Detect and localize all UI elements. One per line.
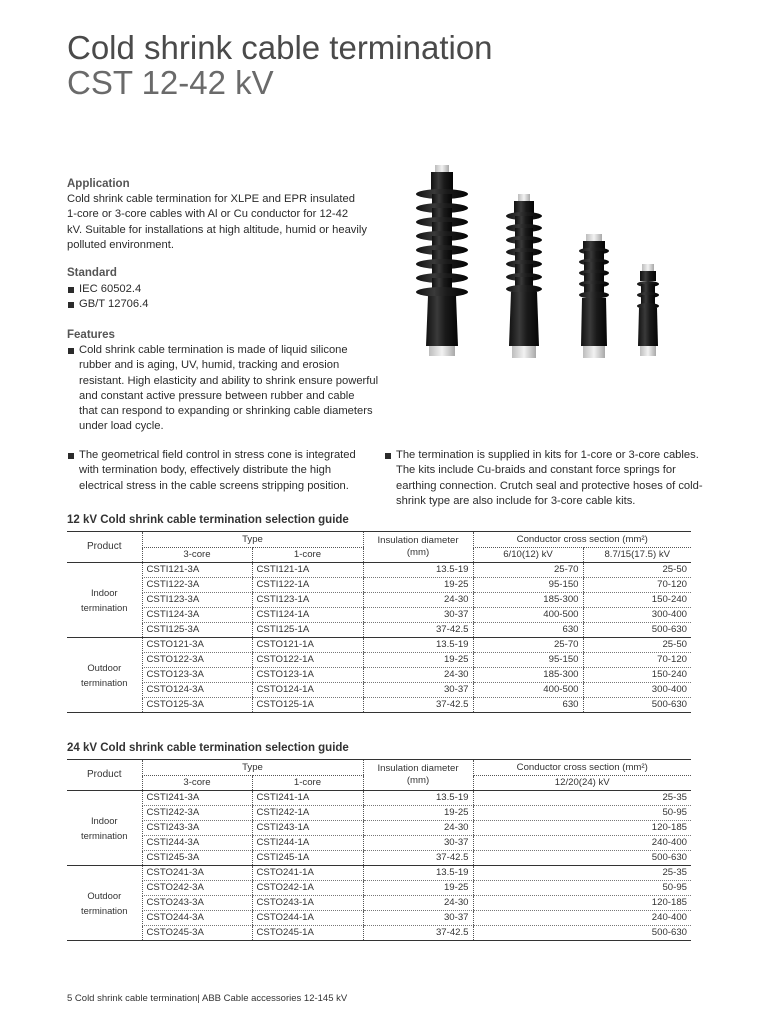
cell-insulation: 30-37 bbox=[363, 608, 473, 623]
cell-cross-section: 150-240 bbox=[583, 593, 691, 608]
feature-line: under load cycle. bbox=[79, 420, 164, 433]
feature-line: earthing connection. Crutch seal and protective hoses of cold- bbox=[396, 479, 703, 492]
table-12kv bbox=[67, 531, 691, 713]
header-voltage-1: 12/20(24) kV bbox=[473, 776, 691, 791]
cell-3core: CSTI243-3A bbox=[142, 821, 252, 836]
header-conductor: Conductor cross section (mm²) bbox=[473, 760, 691, 776]
cell-1core: CSTO245-1A bbox=[252, 926, 363, 941]
page-footer: 5 Cold shrink cable termination| ABB Cable accessories 12-145 kV bbox=[67, 993, 348, 1004]
cell-cross-section: 25-50 bbox=[583, 638, 691, 653]
cell-cross-section: 185-300 bbox=[473, 593, 583, 608]
cell-3core: CSTI125-3A bbox=[142, 623, 252, 638]
cell-3core: CSTO241-3A bbox=[142, 866, 252, 881]
cell-1core: CSTI124-1A bbox=[252, 608, 363, 623]
feature-line: that can respond to expanding or shrinking cable diameters bbox=[79, 405, 373, 418]
cell-3core: CSTI241-3A bbox=[142, 791, 252, 806]
cell-insulation: 37-42.5 bbox=[363, 623, 473, 638]
cell-insulation: 13.5-19 bbox=[363, 791, 473, 806]
cell-3core: CSTI122-3A bbox=[142, 578, 252, 593]
table-24kv bbox=[67, 759, 691, 941]
cell-1core: CSTO124-1A bbox=[252, 683, 363, 698]
standard-list bbox=[67, 282, 367, 313]
cell-1core: CSTO123-1A bbox=[252, 668, 363, 683]
application-text bbox=[67, 192, 387, 253]
cell-cross-section: 630 bbox=[473, 623, 583, 638]
cell-cross-section: 185-300 bbox=[473, 668, 583, 683]
features-list bbox=[67, 343, 387, 435]
feature-line: electrical stress in the cable screens stripping position. bbox=[79, 479, 349, 492]
cell-cross-section: 500-630 bbox=[473, 926, 691, 941]
cell-insulation: 24-30 bbox=[363, 593, 473, 608]
group-label: Indoor termination bbox=[67, 563, 142, 638]
cell-cross-section: 500-630 bbox=[473, 851, 691, 866]
feature-line: The termination is supplied in kits for 1-core or 3-core cables. bbox=[396, 449, 699, 461]
cell-insulation: 30-37 bbox=[363, 836, 473, 851]
feature-line: rubber and is aging, UV, humid, tracking and erosion bbox=[79, 359, 340, 372]
cell-cross-section: 70-120 bbox=[583, 653, 691, 668]
feature-line: The kits include Cu-braids and constant force springs for bbox=[396, 464, 676, 477]
application-line: kV. Suitable for installations at high altitude, humid or heavily bbox=[67, 223, 367, 236]
cell-3core: CSTO242-3A bbox=[142, 881, 252, 896]
standard-item: GB/T 12706.4 bbox=[67, 297, 367, 312]
cell-3core: CSTO121-3A bbox=[142, 638, 252, 653]
cell-3core: CSTO122-3A bbox=[142, 653, 252, 668]
feature-item bbox=[67, 343, 387, 435]
termination-small bbox=[579, 234, 609, 358]
cell-cross-section: 25-70 bbox=[473, 638, 583, 653]
cell-1core: CSTI241-1A bbox=[252, 791, 363, 806]
cell-cross-section: 400-500 bbox=[473, 608, 583, 623]
header-3core: 3-core bbox=[142, 776, 252, 791]
cell-insulation: 37-42.5 bbox=[363, 851, 473, 866]
header-voltage-2: 8.7/15(17.5) kV bbox=[583, 548, 691, 563]
termination-slim bbox=[637, 264, 659, 356]
title-line-2: CST 12-42 kV bbox=[67, 64, 274, 101]
header-insulation: Insulation diameter (mm) bbox=[363, 760, 473, 791]
cell-1core: CSTO121-1A bbox=[252, 638, 363, 653]
features-heading: Features bbox=[67, 329, 115, 341]
header-voltage-1: 6/10(12) kV bbox=[473, 548, 583, 563]
features-list-3 bbox=[384, 448, 704, 509]
header-product: Product bbox=[67, 532, 142, 563]
standard-item: IEC 60502.4 bbox=[67, 282, 367, 297]
cell-cross-section: 25-35 bbox=[473, 791, 691, 806]
feature-line: shrink type are also include for 3-core cable kits. bbox=[396, 494, 636, 507]
cell-cross-section: 240-400 bbox=[473, 911, 691, 926]
cell-3core: CSTI124-3A bbox=[142, 608, 252, 623]
header-type: Type bbox=[142, 532, 363, 548]
header-type: Type bbox=[142, 760, 363, 776]
cell-3core: CSTO244-3A bbox=[142, 911, 252, 926]
page-title bbox=[67, 30, 493, 100]
termination-medium bbox=[506, 194, 542, 358]
cell-insulation: 24-30 bbox=[363, 896, 473, 911]
cell-1core: CSTI243-1A bbox=[252, 821, 363, 836]
cell-3core: CSTI242-3A bbox=[142, 806, 252, 821]
application-line: Cold shrink cable termination for XLPE and EPR insulated bbox=[67, 193, 355, 205]
cell-insulation: 13.5-19 bbox=[363, 563, 473, 578]
termination-large bbox=[416, 165, 468, 356]
feature-line: with termination body, effectively distribute the high bbox=[79, 464, 332, 477]
application-line: polluted environment. bbox=[67, 238, 174, 251]
cell-cross-section: 50-95 bbox=[473, 806, 691, 821]
cell-cross-section: 25-70 bbox=[473, 563, 583, 578]
cell-1core: CSTO243-1A bbox=[252, 896, 363, 911]
cell-cross-section: 50-95 bbox=[473, 881, 691, 896]
cell-1core: CSTO241-1A bbox=[252, 866, 363, 881]
title-line-1: Cold shrink cable termination bbox=[67, 29, 493, 66]
feature-item bbox=[384, 448, 704, 509]
features-list-2 bbox=[67, 448, 387, 494]
cell-insulation: 37-42.5 bbox=[363, 926, 473, 941]
cell-cross-section: 120-185 bbox=[473, 896, 691, 911]
cell-1core: CSTI121-1A bbox=[252, 563, 363, 578]
cell-cross-section: 300-400 bbox=[583, 608, 691, 623]
group-label: Indoor termination bbox=[67, 791, 142, 866]
cell-1core: CSTI125-1A bbox=[252, 623, 363, 638]
table-12kv-title: 12 kV Cold shrink cable termination selection guide bbox=[67, 514, 349, 526]
cell-1core: CSTI122-1A bbox=[252, 578, 363, 593]
standard-heading: Standard bbox=[67, 267, 117, 279]
cell-1core: CSTO122-1A bbox=[252, 653, 363, 668]
cell-insulation: 13.5-19 bbox=[363, 866, 473, 881]
cell-1core: CSTO244-1A bbox=[252, 911, 363, 926]
cell-insulation: 19-25 bbox=[363, 806, 473, 821]
cell-cross-section: 240-400 bbox=[473, 836, 691, 851]
cell-cross-section: 630 bbox=[473, 698, 583, 713]
group-label: Outdoor termination bbox=[67, 638, 142, 713]
cell-insulation: 24-30 bbox=[363, 668, 473, 683]
feature-item bbox=[67, 448, 387, 494]
header-conductor: Conductor cross section (mm²) bbox=[473, 532, 691, 548]
cell-3core: CSTO243-3A bbox=[142, 896, 252, 911]
cell-insulation: 19-25 bbox=[363, 578, 473, 593]
cell-insulation: 30-37 bbox=[363, 683, 473, 698]
cell-insulation: 30-37 bbox=[363, 911, 473, 926]
cell-insulation: 19-25 bbox=[363, 653, 473, 668]
table-24kv-title: 24 kV Cold shrink cable termination selection guide bbox=[67, 742, 349, 754]
cell-cross-section: 500-630 bbox=[583, 698, 691, 713]
cell-cross-section: 25-50 bbox=[583, 563, 691, 578]
header-insulation: Insulation diameter (mm) bbox=[363, 532, 473, 563]
feature-line: and constant active pressure between rubber and cable bbox=[79, 389, 355, 402]
cell-3core: CSTI123-3A bbox=[142, 593, 252, 608]
header-1core: 1-core bbox=[252, 548, 363, 563]
cell-1core: CSTO242-1A bbox=[252, 881, 363, 896]
cell-1core: CSTO125-1A bbox=[252, 698, 363, 713]
cell-3core: CSTI245-3A bbox=[142, 851, 252, 866]
cell-cross-section: 120-185 bbox=[473, 821, 691, 836]
cell-cross-section: 70-120 bbox=[583, 578, 691, 593]
cell-cross-section: 95-150 bbox=[473, 578, 583, 593]
cell-insulation: 19-25 bbox=[363, 881, 473, 896]
cell-3core: CSTO245-3A bbox=[142, 926, 252, 941]
application-heading: Application bbox=[67, 178, 130, 190]
feature-line: Cold shrink cable termination is made of liquid silicone bbox=[79, 344, 348, 356]
product-photo bbox=[398, 160, 698, 400]
cell-1core: CSTI245-1A bbox=[252, 851, 363, 866]
cell-3core: CSTI244-3A bbox=[142, 836, 252, 851]
feature-line: resistant. High elasticity and ability to shrink ensure powerful bbox=[79, 374, 379, 387]
feature-line: The geometrical field control in stress cone is integrated bbox=[79, 449, 356, 461]
cell-1core: CSTI244-1A bbox=[252, 836, 363, 851]
cell-cross-section: 25-35 bbox=[473, 866, 691, 881]
cell-3core: CSTO123-3A bbox=[142, 668, 252, 683]
cell-cross-section: 95-150 bbox=[473, 653, 583, 668]
cell-cross-section: 500-630 bbox=[583, 623, 691, 638]
cell-cross-section: 150-240 bbox=[583, 668, 691, 683]
cell-insulation: 24-30 bbox=[363, 821, 473, 836]
header-1core: 1-core bbox=[252, 776, 363, 791]
cell-1core: CSTI123-1A bbox=[252, 593, 363, 608]
cell-1core: CSTI242-1A bbox=[252, 806, 363, 821]
header-product: Product bbox=[67, 760, 142, 791]
cell-3core: CSTI121-3A bbox=[142, 563, 252, 578]
cell-insulation: 13.5-19 bbox=[363, 638, 473, 653]
cell-cross-section: 400-500 bbox=[473, 683, 583, 698]
cell-3core: CSTO125-3A bbox=[142, 698, 252, 713]
application-line: 1-core or 3-core cables with Al or Cu conductor for 12-42 bbox=[67, 208, 349, 221]
cell-3core: CSTO124-3A bbox=[142, 683, 252, 698]
group-label: Outdoor termination bbox=[67, 866, 142, 941]
header-3core: 3-core bbox=[142, 548, 252, 563]
cell-insulation: 37-42.5 bbox=[363, 698, 473, 713]
cell-cross-section: 300-400 bbox=[583, 683, 691, 698]
